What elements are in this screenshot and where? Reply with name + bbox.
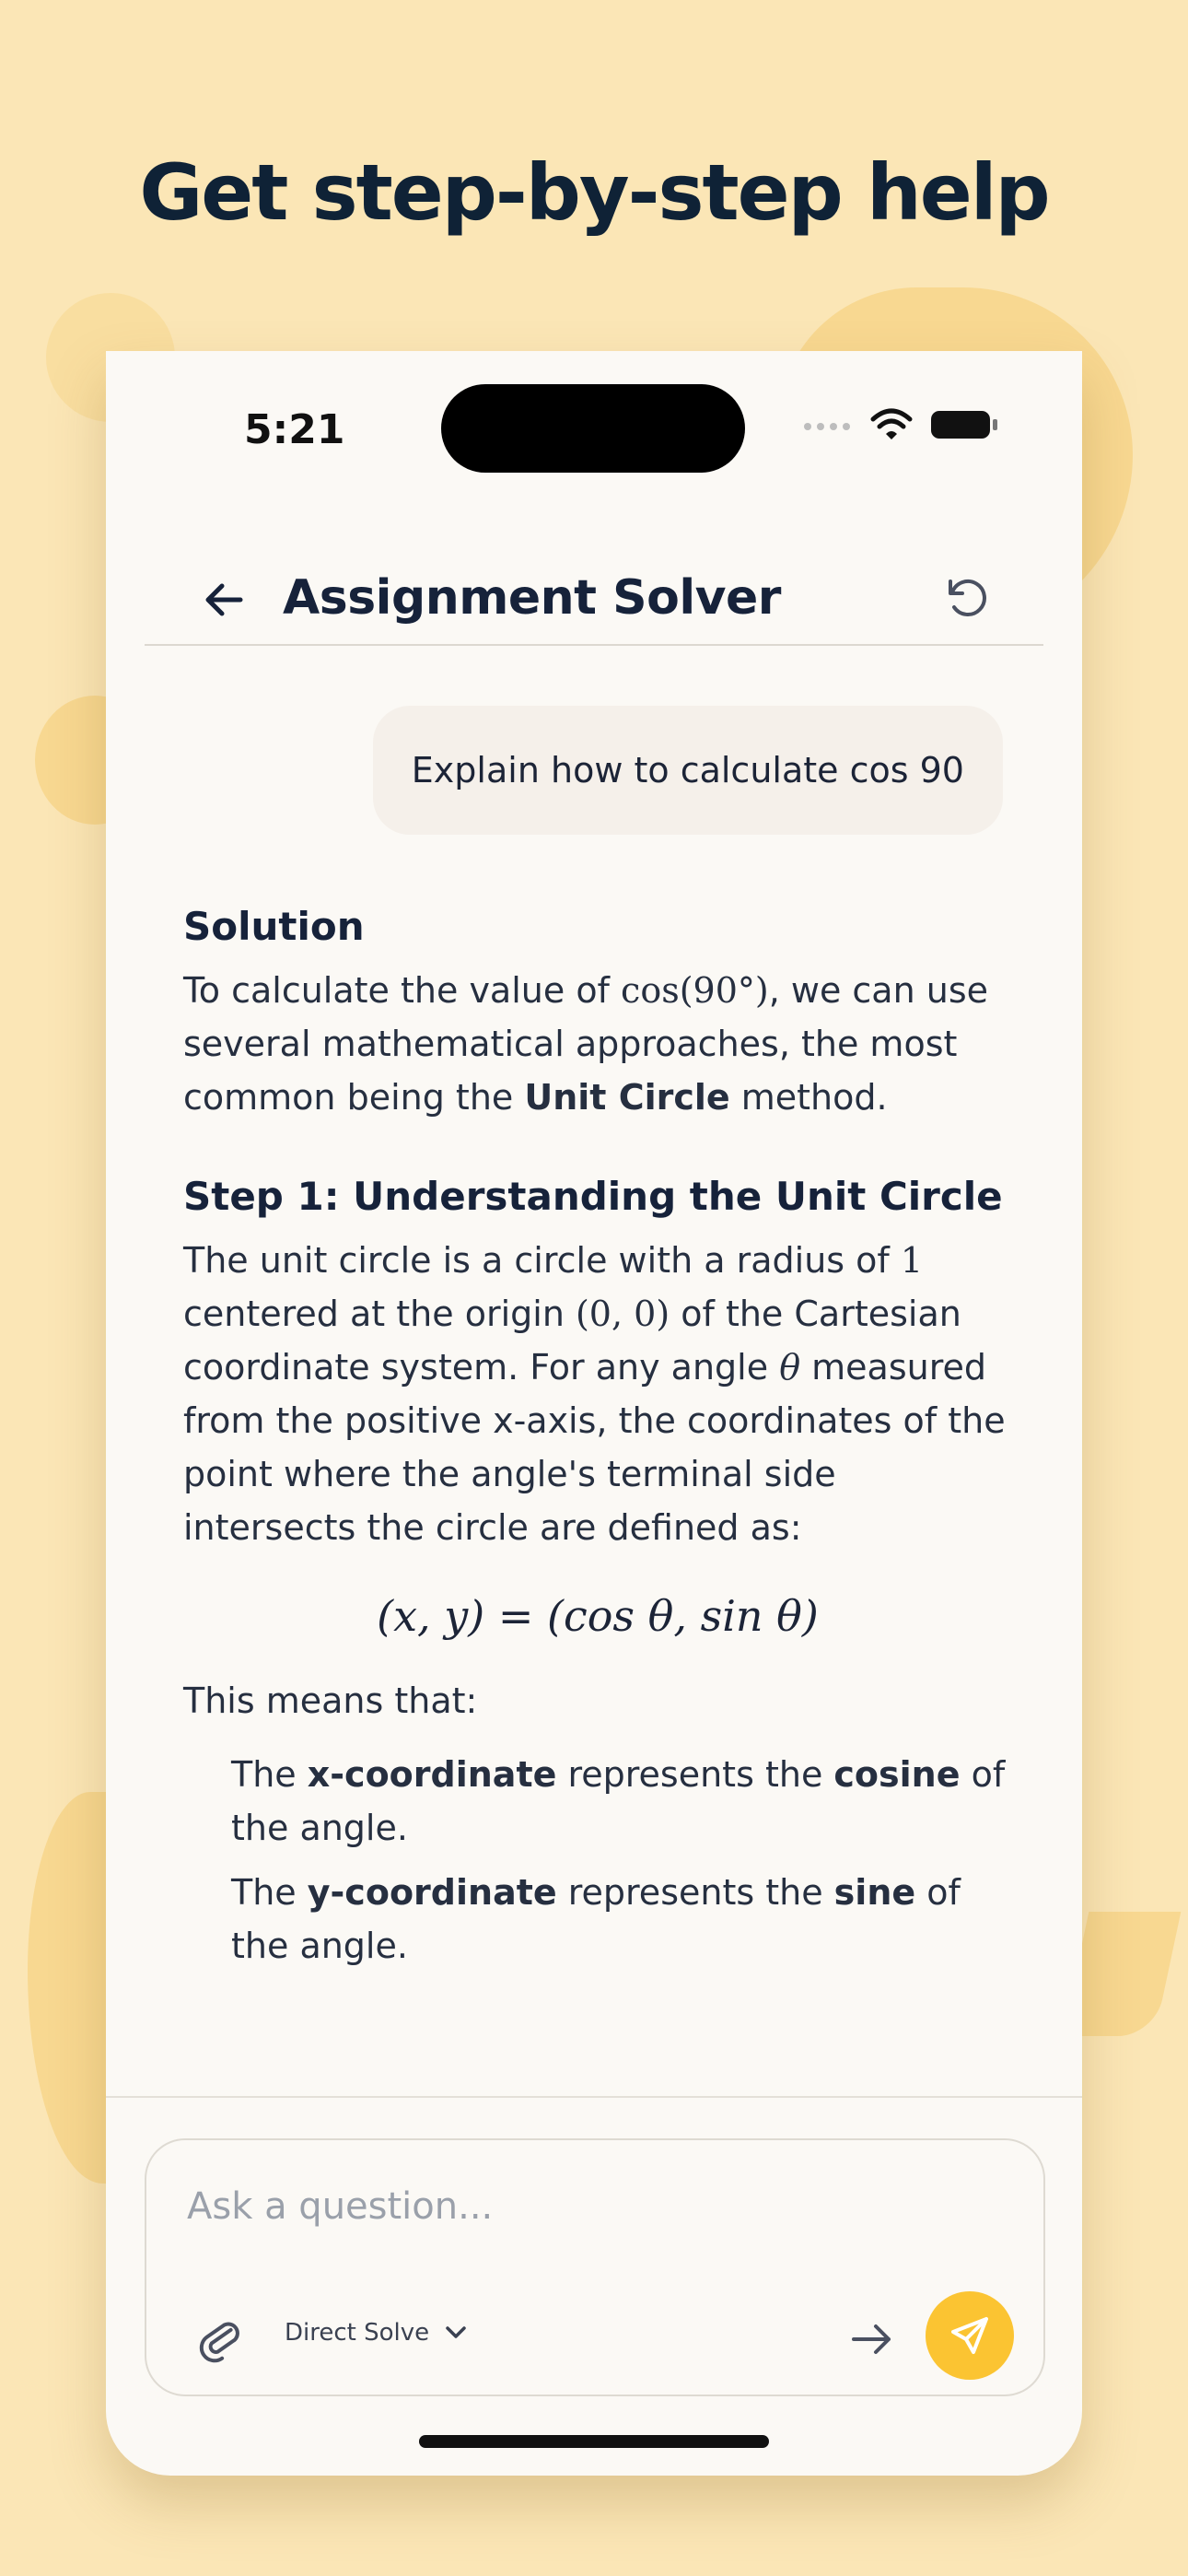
step1-text: of the Cartesian coordinate system. For any angle (183, 1294, 961, 1388)
list-item (231, 1866, 1012, 1973)
solution-heading: Solution (183, 904, 365, 949)
refresh-icon[interactable] (942, 572, 992, 622)
list-text: represents the (556, 1754, 834, 1795)
list-text: represents the (556, 1872, 834, 1913)
list-text: of the angle. (231, 1872, 961, 1966)
back-arrow-icon[interactable] (200, 576, 248, 624)
step1-math: 1 (900, 1240, 924, 1281)
page-title: Assignment Solver (283, 570, 781, 626)
cellular-signal-icon (802, 418, 854, 431)
step1-paragraph (183, 1234, 1012, 1554)
step1-math: (0, 0) (575, 1294, 670, 1334)
list-item (231, 1748, 1012, 1855)
headline: Get step-by-step help (139, 147, 1049, 238)
status-icons (802, 408, 999, 441)
list-text: The (231, 1872, 308, 1913)
list-bold: x-coordinate (307, 1754, 557, 1795)
user-message-bubble (373, 706, 1003, 835)
intro-text: To calculate the value of (183, 970, 622, 1011)
wifi-icon (870, 408, 913, 441)
intro-text: method. (729, 1077, 888, 1118)
dynamic-island (441, 384, 745, 473)
paperclip-icon[interactable] (194, 2312, 246, 2363)
question-input[interactable] (185, 2184, 999, 2229)
list-text: The (231, 1754, 308, 1795)
list-bold: y-coordinate (307, 1872, 557, 1913)
battery-icon (929, 408, 999, 441)
intro-math: cos(90°) (621, 970, 769, 1011)
navigation-bar (145, 535, 1043, 646)
mode-label: Direct Solve (285, 2319, 430, 2347)
question-composer (145, 2138, 1045, 2396)
formula: (x, y) = (cos θ, sin θ) (377, 1591, 819, 1641)
means-text: This means that: (183, 1680, 478, 1721)
intro-text: , we can use several mathematical approaches, the most common being the (183, 970, 989, 1118)
step1-math: θ (779, 1347, 801, 1388)
step1-heading: Step 1: Understanding the Unit Circle (183, 1174, 1003, 1219)
list-text: of the angle. (231, 1754, 1006, 1848)
intro-bold: Unit Circle (524, 1077, 730, 1118)
solution-intro (183, 964, 1012, 1124)
list-bold: sine (833, 1872, 916, 1913)
list-bold: cosine (833, 1754, 961, 1795)
arrow-right-icon[interactable] (848, 2315, 896, 2363)
mode-selector[interactable] (285, 2319, 468, 2347)
step1-text: measured from the positive x-axis, the coordinates of the point where the angle's terminal side intersects the circle are defined as: (183, 1347, 1006, 1548)
status-time: 5:21 (244, 406, 345, 453)
chevron-down-icon (444, 2324, 468, 2341)
user-message-text: Explain how to calculate cos 90 (411, 750, 964, 790)
send-icon (948, 2313, 992, 2358)
step1-text: The unit circle is a circle with a radius of (183, 1240, 901, 1281)
phone-screen (106, 351, 1082, 2476)
assistant-response (183, 904, 1012, 1984)
step1-text: centered at the origin (183, 1294, 576, 1334)
composer-divider (106, 2096, 1082, 2098)
send-button[interactable] (926, 2291, 1014, 2380)
bullet-list (231, 1748, 1012, 1973)
home-indicator (419, 2435, 769, 2448)
